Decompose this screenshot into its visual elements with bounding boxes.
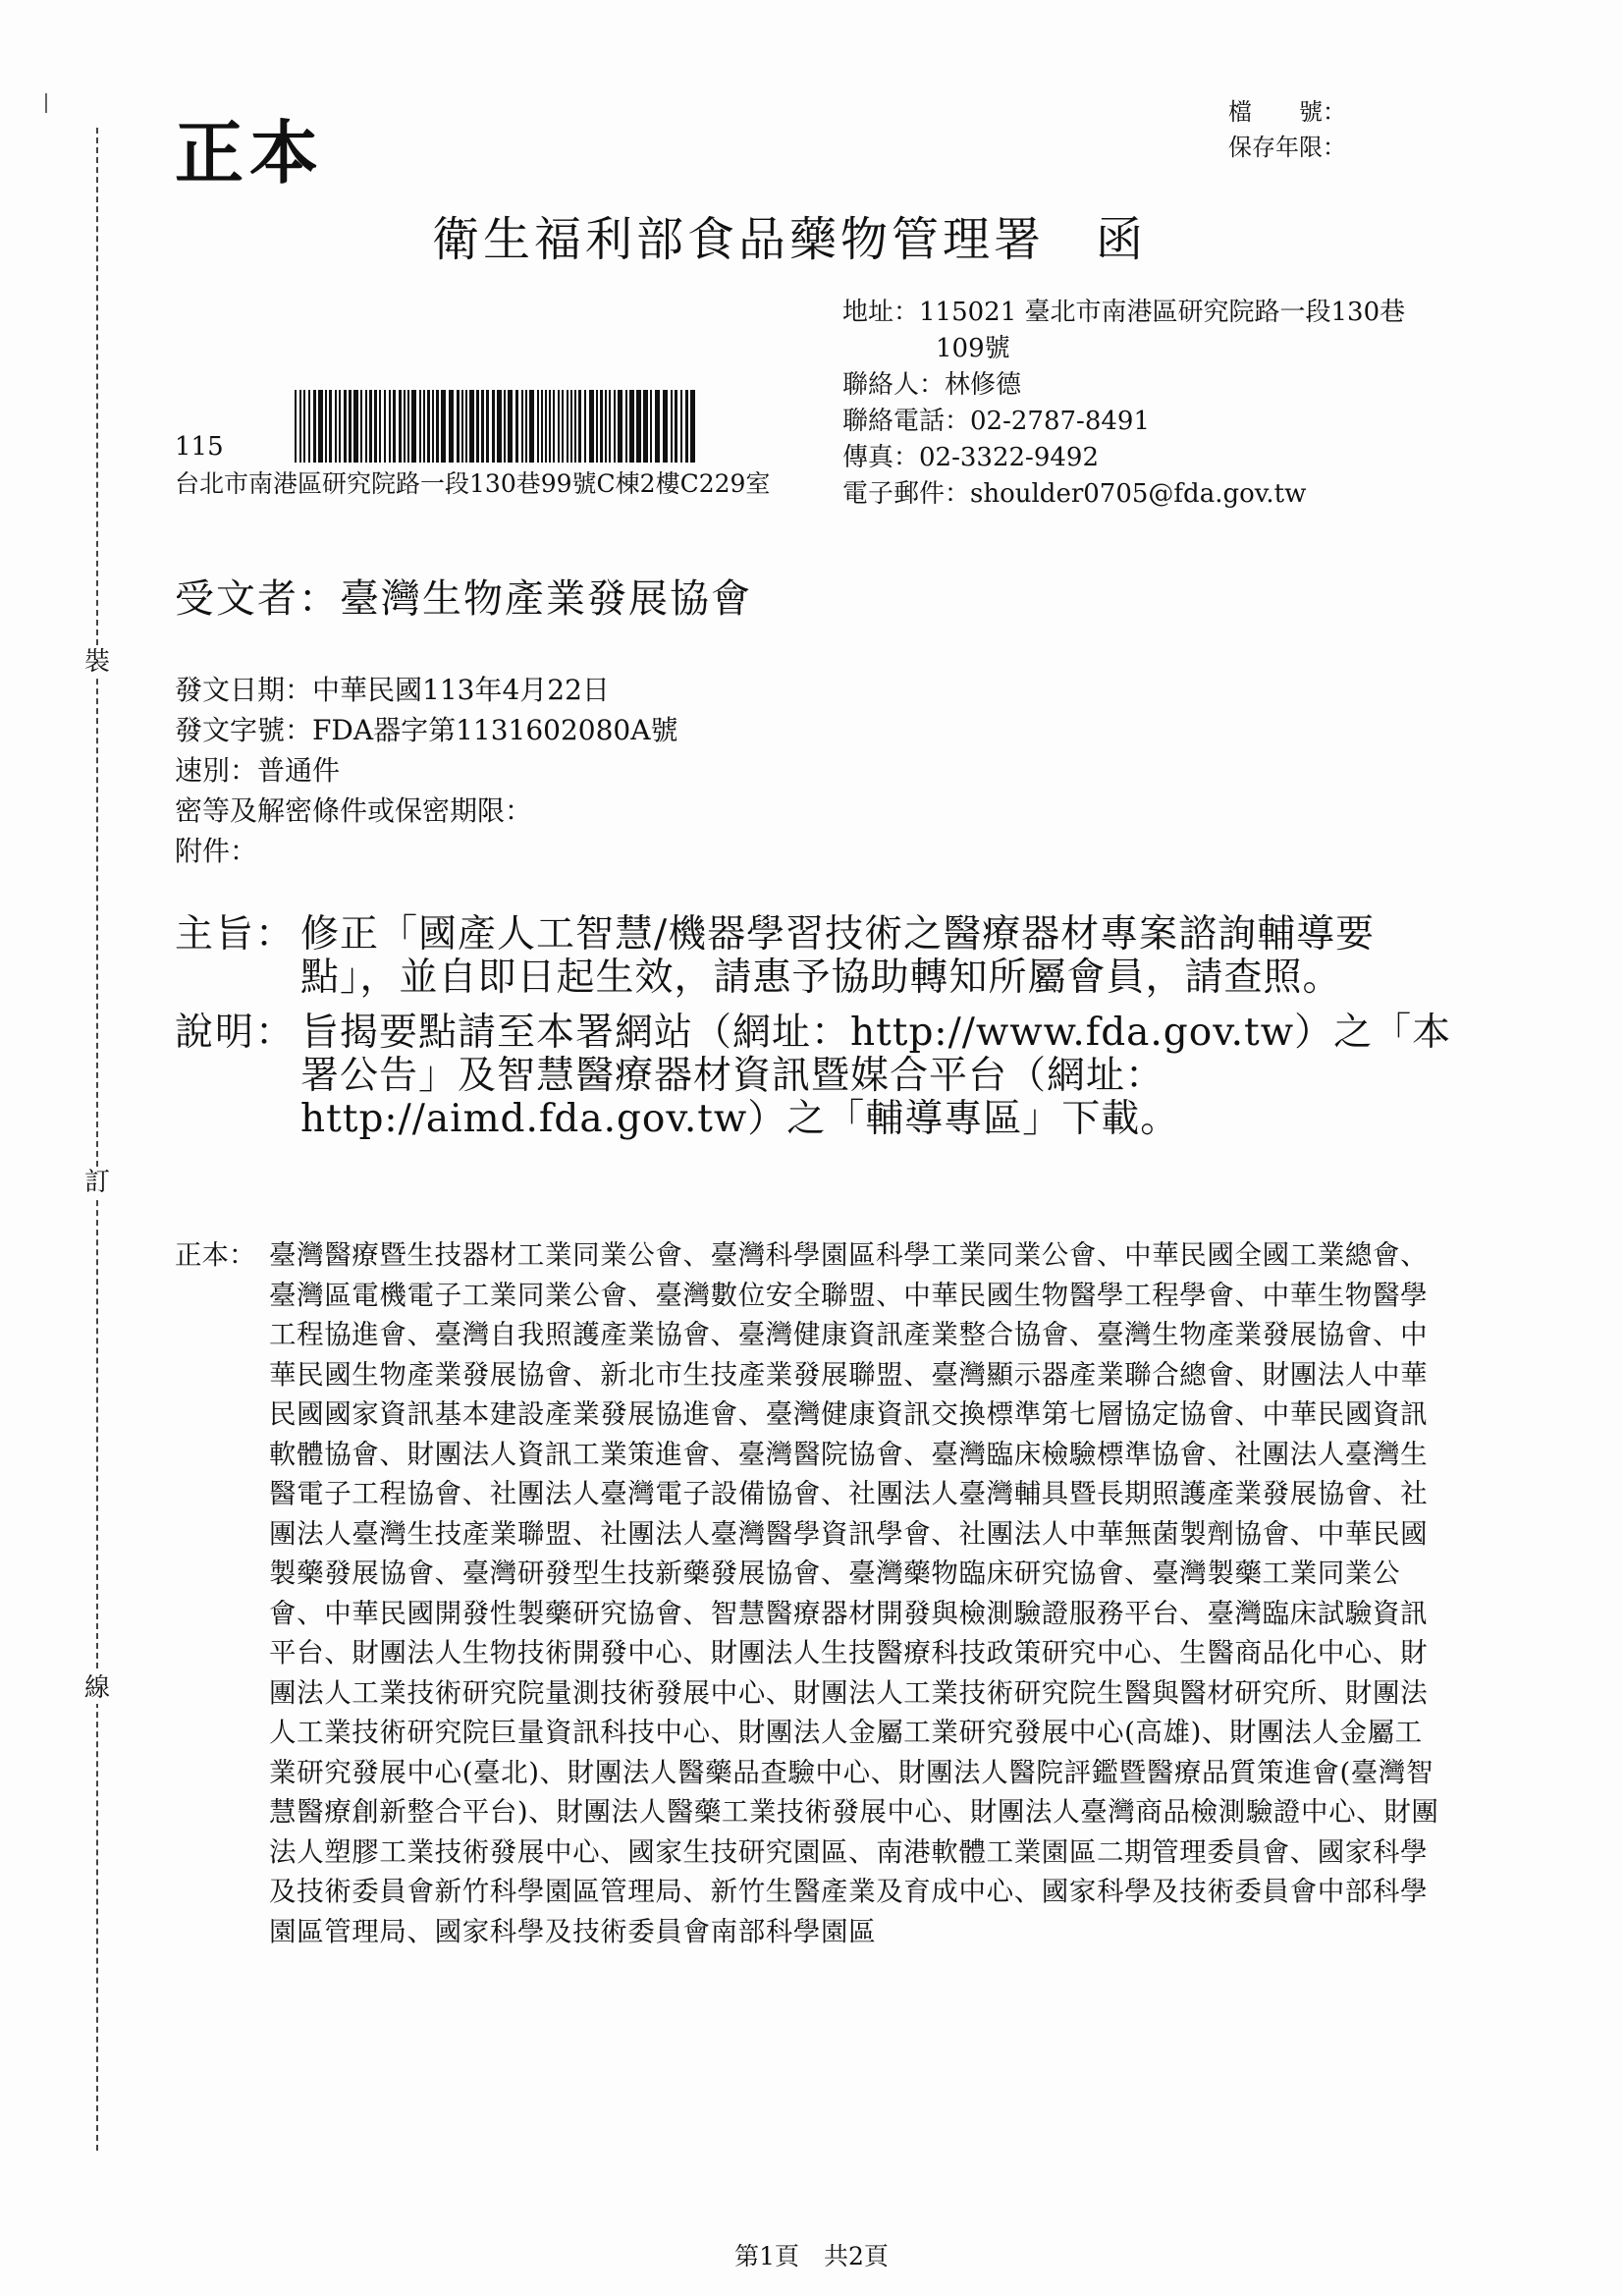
contact-email: 電子郵件：shoulder0705@fda.gov.tw <box>842 479 1307 509</box>
zip-code: 115 <box>175 432 224 462</box>
retention-period-label: 保存年限： <box>1228 134 1346 161</box>
binding-char-1: 裝 <box>81 646 113 678</box>
contact-block <box>842 295 1405 513</box>
address-line-2: 109號 <box>936 334 1010 363</box>
delivery-speed: 速別：普通件 <box>175 754 341 787</box>
subject-label: 主旨： <box>175 912 297 957</box>
explanation-label: 說明： <box>175 1011 297 1055</box>
explanation-text: 旨揭要點請至本署網站（網址：http://www.fda.gov.tw）之「本署公告」及智慧醫療器材資訊暨媒合平台（網址：http://aimd.fda.gov.tw）之「輔導專區」下載。 <box>300 1011 1452 1141</box>
explanation-paragraph <box>175 1011 1471 1141</box>
body-block <box>175 913 1471 1153</box>
agency-name: 衛生福利部食品藥物管理署 <box>432 212 1046 267</box>
distribution-label: 正本： <box>175 1239 256 1271</box>
issue-date: 發文日期：中華民國113年4月22日 <box>175 674 610 706</box>
agency-header <box>432 201 1147 269</box>
subject-paragraph <box>175 913 1471 1000</box>
file-number-label: 檔 號： <box>1228 98 1346 126</box>
address-line-1: 地址：115021 臺北市南港區研究院路一段130巷 <box>842 298 1406 327</box>
document-type: 函 <box>1096 212 1148 267</box>
archive-info <box>1228 94 1346 165</box>
binding-char-2: 訂 <box>81 1167 113 1198</box>
distribution-text: 臺灣醫療暨生技器材工業同業公會、臺灣科學園區科學工業同業公會、中華民國全國工業總會、臺灣區電機電子工業同業公會、臺灣數位安全聯盟、中華民國生物醫學工程學會、中華生物醫學工程協進會、臺灣自我照護產業協會、臺灣健康資訊產業整合協會、臺灣生物產業發展協會、中華民國生物產業發展協會、新北市生技產業發展聯盟、臺灣顯示器產業聯合總會、財團法人中華民國國家資訊基本建設產業發展協進會、臺灣健康資訊交換標準第七層協定協會、中華民國資訊軟體協會、財團法人資訊工業策進會、臺灣醫院協會、臺灣臨床檢驗標準協會、社團法人臺灣生醫電子工程協會、社團法人臺灣電子設備協會、社團法人臺灣輔具暨長期照護產業發展協會、社團法人臺灣生技產業聯盟、社團法人臺灣醫學資訊學會、社團法人中華無菌製劑協會、中華民國製藥發展協會、臺灣研發型生技新藥發展協會、臺灣藥物臨床研究協會、臺灣製藥工業同業公會、中華民國開發性製藥研究協會、智慧醫療器材開發與檢測驗證服務平台、臺灣臨床試驗資訊平台、財團法人生物技術開發中心、財團法人生技醫療科技政策研究中心、生醫商品化中心、財團法人工業技術研究院量測技術發展中心、財團法人工業技術研究院生醫與醫材研究所、財團法人工業技術研究院巨量資訊科技中心、財團法人金屬工業研究發展中心(高雄)、財團法人金屬工業研究發展中心(臺北)、財團法人醫藥品查驗中心、財團法人醫院評鑑暨醫療品質策進會(臺灣智慧醫療創新整合平台)、財團法人醫藥工業技術發展中心、財團法人臺灣商品檢測驗證中心、財團法人塑膠工業技術發展中心、國家生技研究園區、南港軟體工業園區二期管理委員會、國家科學及技術委員會新竹科學園區管理局、新竹生醫產業及育成中心、國家科學及技術委員會中部科學園區管理局、國家科學及技術委員會南部科學園區 <box>269 1239 1439 1947</box>
contact-fax: 傳真：02-3322-9492 <box>842 443 1099 472</box>
page-footer: 第1頁 共2頁 <box>734 2242 889 2270</box>
binding-line <box>96 128 98 2151</box>
attachments: 附件： <box>175 835 258 867</box>
postal-barcode <box>295 390 697 463</box>
subject-text: 修正「國產人工智慧/機器學習技術之醫療器材專案諮詢輔導要點」，並自即日起生效，請惠予協助轉知所屬會員，請查照。 <box>300 912 1376 1000</box>
recipient: 受文者：臺灣生物產業發展協會 <box>175 576 752 622</box>
binding-char-3: 線 <box>81 1672 113 1704</box>
contact-phone: 聯絡電話：02-2787-8491 <box>842 407 1150 436</box>
scan-edge-mark <box>45 93 47 113</box>
document-number: 發文字號：FDA器字第1131602080A號 <box>175 714 678 746</box>
secrecy-level: 密等及解密條件或保密期限： <box>175 794 533 827</box>
contact-person: 聯絡人：林修德 <box>842 370 1022 400</box>
document-meta <box>175 670 677 871</box>
original-copy-stamp: 正本 <box>175 112 324 193</box>
distribution-list <box>175 1235 1441 1951</box>
recipient-address: 台北市南港區研究院路一段130巷99號C棟2樓C229室 <box>175 469 771 498</box>
